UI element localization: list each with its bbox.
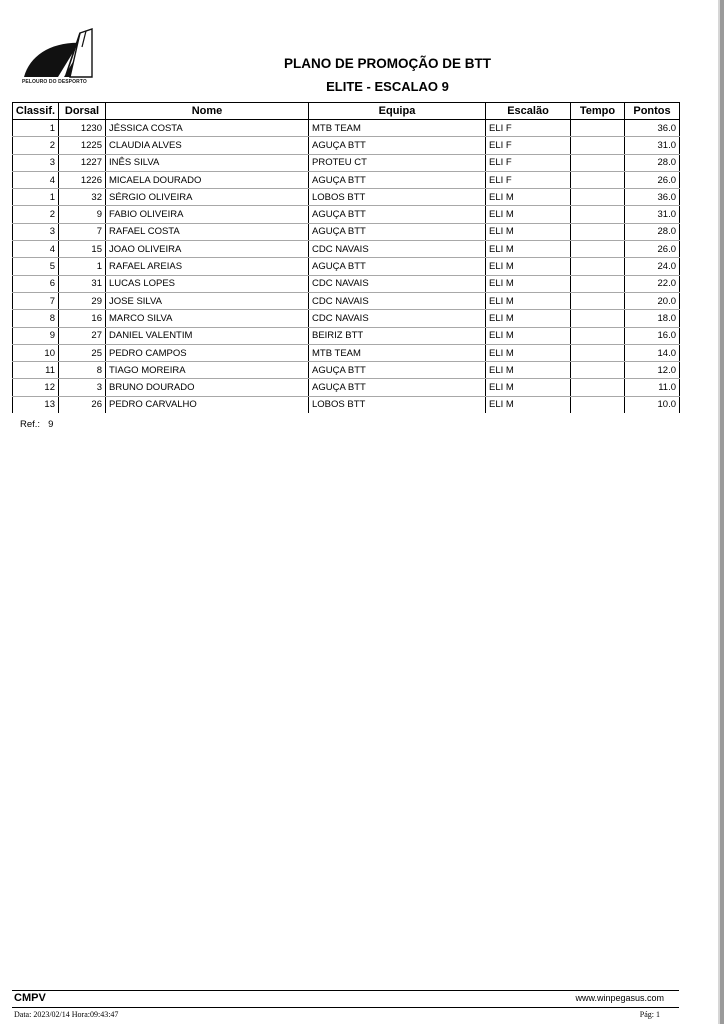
cell-tempo (571, 258, 625, 275)
cell-dorsal: 25 (59, 344, 106, 361)
cell-classif: 4 (13, 241, 59, 258)
table-row (13, 154, 680, 171)
cell-dorsal: 27 (59, 327, 106, 344)
table-row (13, 171, 680, 188)
cell-dorsal: 31 (59, 275, 106, 292)
cell-nome: JOAO OLIVEIRA (106, 241, 309, 258)
cell-dorsal: 1227 (59, 154, 106, 171)
cell-dorsal: 8 (59, 362, 106, 379)
cell-nome: LUCAS LOPES (106, 275, 309, 292)
cell-tempo (571, 275, 625, 292)
cell-dorsal: 1230 (59, 120, 106, 137)
cell-equipa: LOBOS BTT (309, 396, 486, 413)
cell-tempo (571, 206, 625, 223)
cell-nome: FABIO OLIVEIRA (106, 206, 309, 223)
cell-nome: JÉSSICA COSTA (106, 120, 309, 137)
cell-classif: 2 (13, 206, 59, 223)
cell-tempo (571, 189, 625, 206)
cell-nome: MARCO SILVA (106, 310, 309, 327)
footer-website: www.winpegasus.com (575, 993, 664, 1003)
cell-equipa: AGUÇA BTT (309, 171, 486, 188)
cell-tempo (571, 379, 625, 396)
table-row (13, 137, 680, 154)
cell-escalao: ELI M (486, 275, 571, 292)
ref-value: 9 (48, 419, 54, 430)
cell-classif: 2 (13, 137, 59, 154)
cell-equipa: MTB TEAM (309, 120, 486, 137)
cell-equipa: AGUÇA BTT (309, 223, 486, 240)
cell-dorsal: 29 (59, 292, 106, 309)
cell-classif: 7 (13, 292, 59, 309)
ref-label: Ref.: (20, 419, 41, 430)
table-header-row (13, 103, 680, 120)
cell-equipa: AGUÇA BTT (309, 137, 486, 154)
cell-dorsal: 26 (59, 396, 106, 413)
cell-classif: 3 (13, 154, 59, 171)
col-header-nome: Nome (106, 103, 309, 120)
cell-dorsal: 3 (59, 379, 106, 396)
cell-pontos: 18.0 (625, 310, 680, 327)
pelouro-logo (22, 27, 98, 85)
cell-classif: 1 (13, 189, 59, 206)
cell-pontos: 36.0 (625, 120, 680, 137)
cell-dorsal: 1225 (59, 137, 106, 154)
cell-dorsal: 1226 (59, 171, 106, 188)
cell-nome: TIAGO MOREIRA (106, 362, 309, 379)
cell-pontos: 11.0 (625, 379, 680, 396)
cell-equipa: PROTEU CT (309, 154, 486, 171)
col-header-classif: Classif. (13, 103, 59, 120)
cell-escalao: ELI M (486, 206, 571, 223)
footer-divider (12, 990, 679, 991)
cell-dorsal: 32 (59, 189, 106, 206)
table-row (13, 344, 680, 361)
cell-equipa: CDC NAVAIS (309, 310, 486, 327)
table-row (13, 223, 680, 240)
table-row (13, 327, 680, 344)
cell-tempo (571, 310, 625, 327)
cell-pontos: 12.0 (625, 362, 680, 379)
cell-nome: BRUNO DOURADO (106, 379, 309, 396)
cell-equipa: BEIRIZ BTT (309, 327, 486, 344)
cell-pontos: 22.0 (625, 275, 680, 292)
cell-equipa: AGUÇA BTT (309, 362, 486, 379)
cell-pontos: 14.0 (625, 344, 680, 361)
cell-equipa: CDC NAVAIS (309, 241, 486, 258)
cell-nome: SÉRGIO OLIVEIRA (106, 189, 309, 206)
cell-escalao: ELI M (486, 344, 571, 361)
table-row (13, 379, 680, 396)
table-row (13, 310, 680, 327)
cell-equipa: CDC NAVAIS (309, 292, 486, 309)
col-header-pontos: Pontos (625, 103, 680, 120)
cell-nome: RAFAEL AREIAS (106, 258, 309, 275)
table-row (13, 120, 680, 137)
cell-nome: RAFAEL COSTA (106, 223, 309, 240)
footer-divider-bottom (12, 1007, 679, 1008)
cell-classif: 13 (13, 396, 59, 413)
cell-equipa: CDC NAVAIS (309, 275, 486, 292)
page-subtitle: ELITE - ESCALAO 9 (326, 79, 449, 94)
cell-pontos: 20.0 (625, 292, 680, 309)
cell-equipa: AGUÇA BTT (309, 258, 486, 275)
cell-pontos: 28.0 (625, 154, 680, 171)
cell-classif: 3 (13, 223, 59, 240)
table-row (13, 206, 680, 223)
cell-classif: 1 (13, 120, 59, 137)
cell-equipa: MTB TEAM (309, 344, 486, 361)
cell-tempo (571, 154, 625, 171)
cell-pontos: 10.0 (625, 396, 680, 413)
cell-escalao: ELI M (486, 327, 571, 344)
table-row (13, 241, 680, 258)
cell-classif: 6 (13, 275, 59, 292)
cell-tempo (571, 327, 625, 344)
cell-escalao: ELI F (486, 120, 571, 137)
cell-nome: DANIEL VALENTIM (106, 327, 309, 344)
cell-tempo (571, 396, 625, 413)
cell-dorsal: 1 (59, 258, 106, 275)
cell-nome: PEDRO CAMPOS (106, 344, 309, 361)
footer-date-time: Data: 2023/02/14 Hora:09:43:47 (14, 1010, 119, 1019)
ref-note (20, 419, 53, 430)
cell-nome: JOSE SILVA (106, 292, 309, 309)
cell-tempo (571, 171, 625, 188)
cell-nome: CLAUDIA ALVES (106, 137, 309, 154)
table-row (13, 292, 680, 309)
table-row (13, 275, 680, 292)
table-row (13, 189, 680, 206)
cell-classif: 10 (13, 344, 59, 361)
table-row (13, 396, 680, 413)
cell-dorsal: 15 (59, 241, 106, 258)
cell-pontos: 24.0 (625, 258, 680, 275)
cell-dorsal: 9 (59, 206, 106, 223)
cell-escalao: ELI F (486, 137, 571, 154)
cell-nome: MICAELA DOURADO (106, 171, 309, 188)
table-row (13, 258, 680, 275)
col-header-escalao: Escalão (486, 103, 571, 120)
cell-escalao: ELI M (486, 258, 571, 275)
cell-escalao: ELI F (486, 171, 571, 188)
cell-tempo (571, 120, 625, 137)
cell-dorsal: 16 (59, 310, 106, 327)
cell-tempo (571, 292, 625, 309)
footer-page-number: Pág: 1 (639, 1010, 660, 1019)
cell-escalao: ELI F (486, 154, 571, 171)
cell-equipa: LOBOS BTT (309, 189, 486, 206)
cell-equipa: AGUÇA BTT (309, 379, 486, 396)
cell-classif: 5 (13, 258, 59, 275)
cell-dorsal: 7 (59, 223, 106, 240)
cell-pontos: 31.0 (625, 206, 680, 223)
cell-pontos: 36.0 (625, 189, 680, 206)
cell-classif: 9 (13, 327, 59, 344)
cell-escalao: ELI M (486, 396, 571, 413)
cell-tempo (571, 362, 625, 379)
cell-classif: 12 (13, 379, 59, 396)
cell-escalao: ELI M (486, 241, 571, 258)
cell-escalao: ELI M (486, 310, 571, 327)
cell-nome: PEDRO CARVALHO (106, 396, 309, 413)
results-table (12, 102, 680, 413)
cell-nome: INÊS SILVA (106, 154, 309, 171)
col-header-equipa: Equipa (309, 103, 486, 120)
page-title: PLANO DE PROMOÇÃO DE BTT (283, 56, 491, 71)
col-header-tempo: Tempo (571, 103, 625, 120)
logo-caption: PELOURO DO DESPORTO (22, 79, 87, 85)
cell-escalao: ELI M (486, 362, 571, 379)
cell-escalao: ELI M (486, 292, 571, 309)
cell-tempo (571, 344, 625, 361)
col-header-dorsal: Dorsal (59, 103, 106, 120)
cell-escalao: ELI M (486, 223, 571, 240)
cell-pontos: 31.0 (625, 137, 680, 154)
cell-tempo (571, 223, 625, 240)
cell-pontos: 16.0 (625, 327, 680, 344)
cell-escalao: ELI M (486, 189, 571, 206)
cell-equipa: AGUÇA BTT (309, 206, 486, 223)
cell-tempo (571, 137, 625, 154)
cell-pontos: 26.0 (625, 171, 680, 188)
cell-escalao: ELI M (486, 379, 571, 396)
cell-tempo (571, 241, 625, 258)
page-edge (720, 0, 724, 1024)
cell-pontos: 28.0 (625, 223, 680, 240)
cell-classif: 8 (13, 310, 59, 327)
cell-classif: 4 (13, 171, 59, 188)
cell-classif: 11 (13, 362, 59, 379)
cell-pontos: 26.0 (625, 241, 680, 258)
table-row (13, 362, 680, 379)
footer-org: CMPV (14, 992, 46, 1004)
